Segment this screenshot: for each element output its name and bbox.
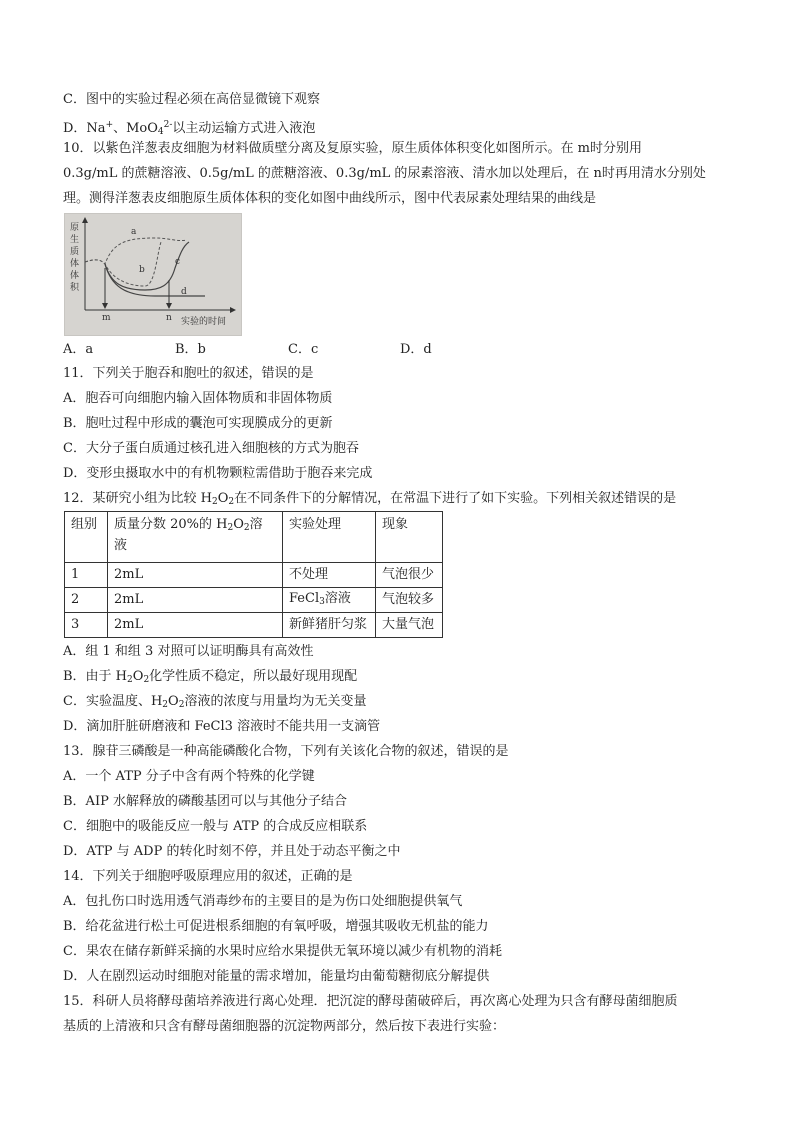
q10-option-d: D．d bbox=[400, 342, 432, 357]
cell-volume: 2mL bbox=[108, 563, 283, 588]
q12-b-post: 化学性质不稳定，所以最好现用现配 bbox=[149, 669, 358, 684]
q12-stem bbox=[63, 490, 676, 511]
q9-d-mid: 、MoO bbox=[113, 121, 158, 136]
q12-c-sub2: 2 bbox=[178, 700, 185, 710]
q9-d-sup1: + bbox=[105, 120, 114, 130]
q13-option-c: C．细胞中的吸能反应一般与 ATP 的合成反应相联系 bbox=[63, 819, 368, 834]
cell-group: 2 bbox=[65, 588, 108, 613]
q12-c-mid: O bbox=[168, 694, 179, 709]
cell-group: 3 bbox=[65, 613, 108, 638]
table-row bbox=[65, 588, 443, 613]
cell-volume: 2mL bbox=[108, 613, 283, 638]
cell-phenomenon: 气泡较多 bbox=[376, 588, 443, 613]
header-phenomenon: 现象 bbox=[376, 512, 443, 563]
cell-phenomenon: 气泡很少 bbox=[376, 563, 443, 588]
q10-ylabel-1: 原 bbox=[70, 223, 80, 233]
cell-treatment: 不处理 bbox=[283, 563, 376, 588]
header-solution-line2: 液 bbox=[114, 538, 128, 553]
header-solution-mid: O bbox=[233, 517, 244, 532]
q9-option-d bbox=[63, 116, 315, 141]
q13-option-b: B．AIP 水解释放的磷酸基团可以与其他分子结合 bbox=[63, 794, 347, 809]
q15-stem-line2: 基质的上清液和只含有酵母菌细胞器的沉淀物两部分，然后按下表进行实验： bbox=[63, 1019, 506, 1034]
q14-option-c: C．果农在储存新鲜采摘的水果时应给水果提供无氧环境以减少有机物的消耗 bbox=[63, 944, 502, 959]
cell-treatment-sub: 3 bbox=[319, 596, 325, 607]
q10-m-arrow-icon bbox=[102, 303, 108, 309]
q11-option-d: D．变形虫摄取水中的有机物颗粒需借助于胞吞来完成 bbox=[63, 466, 373, 481]
q10-stem-line2: 0.3g/mL 的蔗糖溶液、0.5g/mL 的蔗糖溶液、0.3g/mL 的尿素溶液、清水加以处理后，在 n时再用清水分别处 bbox=[63, 166, 706, 181]
q13-option-d: D．ATP 与 ADP 的转化时刻不停，并且处于动态平衡之中 bbox=[63, 844, 401, 859]
q12-experiment-table bbox=[64, 511, 443, 638]
cell-phenomenon: 大量气泡 bbox=[376, 613, 443, 638]
header-treatment: 实验处理 bbox=[283, 512, 376, 563]
q10-stem-line1: 10．以紫色洋葱表皮细胞为材料做质壁分离及复原实验，原生质体体积变化如图所示。在 m时分别用 bbox=[63, 141, 643, 156]
header-solution-sub2: 2 bbox=[243, 523, 250, 533]
q10-curve-graph bbox=[65, 214, 241, 335]
header-solution-post: 溶 bbox=[249, 517, 263, 532]
q11-stem: 11．下列关于胞吞和胞吐的叙述，错误的是 bbox=[63, 366, 314, 381]
cell-treatment-post: 溶液 bbox=[324, 590, 351, 606]
q14-option-b: B．给花盆进行松土可促进根系细胞的有氧呼吸，增强其吸收无机盐的能力 bbox=[63, 919, 489, 934]
q10-option-b: B．b bbox=[175, 342, 206, 357]
header-solution bbox=[108, 512, 283, 563]
q12-option-d: D．滴加肝脏研磨液和 FeCl3 溶液时不能共用一支滴管 bbox=[63, 719, 381, 734]
header-solution-pre: 质量分数 20%的 H bbox=[114, 517, 228, 532]
q14-option-a: A．包扎伤口时选用透气消毒纱布的主要目的是为伤口处细胞提供氧气 bbox=[63, 894, 463, 909]
q10-stem-line3: 理。测得洋葱表皮细胞原生质体体积的变化如图中曲线所示，图中代表尿素处理结果的曲线是 bbox=[63, 191, 597, 206]
q10-ylabel-4: 体 bbox=[70, 259, 80, 269]
q10-label-b: b bbox=[139, 265, 145, 275]
cell-treatment-pre: FeCl bbox=[289, 590, 320, 606]
q10-ylabel-3: 质 bbox=[70, 247, 80, 257]
q11-option-b: B．胞吐过程中形成的囊泡可实现膜成分的更新 bbox=[63, 416, 333, 431]
q14-option-d: D．人在剧烈运动时细胞对能量的需求增加，能量均由葡萄糖彻底分解提供 bbox=[63, 969, 490, 984]
q10-ylabel-2: 生 bbox=[70, 235, 80, 245]
header-solution-sub1: 2 bbox=[227, 523, 234, 533]
q12-stem-mid: O bbox=[217, 491, 229, 506]
q10-n-arrow-icon bbox=[166, 303, 172, 309]
q12-c-post: 溶液的浓度与用量均为无关变量 bbox=[184, 694, 367, 709]
q10-label-d: d bbox=[181, 287, 187, 297]
q10-label-a: a bbox=[131, 227, 137, 237]
cell-group: 1 bbox=[65, 563, 108, 588]
table-header-row bbox=[65, 512, 443, 563]
q12-stem-pre: 12．某研究小组为比较 H bbox=[63, 491, 213, 506]
q12-stem-sub2: 2 bbox=[228, 497, 235, 507]
q10-ylabel-6: 积 bbox=[70, 283, 80, 293]
q10-xlabel: 实验的时间 bbox=[181, 317, 227, 327]
q11-option-c: C．大分子蛋白质通过核孔进入细胞核的方式为胞吞 bbox=[63, 441, 359, 456]
q15-stem-line1: 15．科研人员将酵母菌培养液进行离心处理．把沉淀的酵母菌破碎后，再次离心处理为只含有酵母菌细胞质 bbox=[63, 994, 678, 1009]
q13-option-a: A．一个 ATP 分子中含有两个特殊的化学键 bbox=[63, 769, 315, 784]
q11-option-a: A．胞吞可向细胞内输入固体物质和非固体物质 bbox=[63, 391, 333, 406]
q12-c-pre: C．实验温度、H bbox=[63, 694, 163, 709]
q12-b-sub2: 2 bbox=[143, 675, 150, 685]
q10-label-m: m bbox=[102, 313, 111, 323]
q9-d-sup2: 2- bbox=[163, 120, 173, 130]
q10-ylabel-5: 体 bbox=[70, 271, 80, 281]
q10-y-arrow-icon bbox=[82, 217, 88, 223]
q10-option-c: C．c bbox=[288, 342, 319, 357]
q9-d-pre: D．Na bbox=[63, 121, 106, 136]
q10-x-arrow-icon bbox=[230, 307, 236, 313]
q14-stem: 14．下列关于细胞呼吸原理应用的叙述，正确的是 bbox=[63, 869, 353, 884]
header-group: 组别 bbox=[65, 512, 108, 563]
q10-curve-a bbox=[85, 238, 187, 264]
cell-treatment: 新鲜猪肝匀浆 bbox=[283, 613, 376, 638]
q10-label-n: n bbox=[166, 313, 172, 323]
q12-stem-post: 在不同条件下的分解情况，在常温下进行了如下实验。下列相关叙述错误的是 bbox=[234, 491, 677, 506]
q12-b-mid: O bbox=[132, 669, 144, 684]
q12-b-sub1: 2 bbox=[127, 675, 133, 685]
q10-label-c: c bbox=[175, 257, 181, 267]
table-row bbox=[65, 563, 443, 588]
q12-stem-sub1: 2 bbox=[212, 497, 218, 507]
table-row bbox=[65, 613, 443, 638]
q10-figure bbox=[64, 213, 242, 336]
q9-d-post: 以主动运输方式进入液泡 bbox=[172, 121, 316, 136]
q12-option-c bbox=[63, 693, 366, 714]
q13-stem: 13．腺苷三磷酸是一种高能磷酸化合物，下列有关该化合物的叙述，错误的是 bbox=[63, 744, 509, 759]
q9-option-c: C．图中的实验过程必须在高倍显微镜下观察 bbox=[63, 92, 320, 107]
cell-volume: 2mL bbox=[108, 588, 283, 613]
q12-b-pre: B．由于 H bbox=[63, 669, 128, 684]
q12-c-sub1: 2 bbox=[162, 700, 169, 710]
cell-treatment bbox=[283, 588, 376, 613]
q10-curve-b bbox=[85, 242, 161, 286]
q9-d-sub: 4 bbox=[157, 127, 164, 137]
q12-option-a: A．组 1 和组 3 对照可以证明酶具有高效性 bbox=[63, 644, 314, 659]
q12-option-b bbox=[63, 668, 357, 689]
q10-option-a: A．a bbox=[63, 342, 94, 357]
